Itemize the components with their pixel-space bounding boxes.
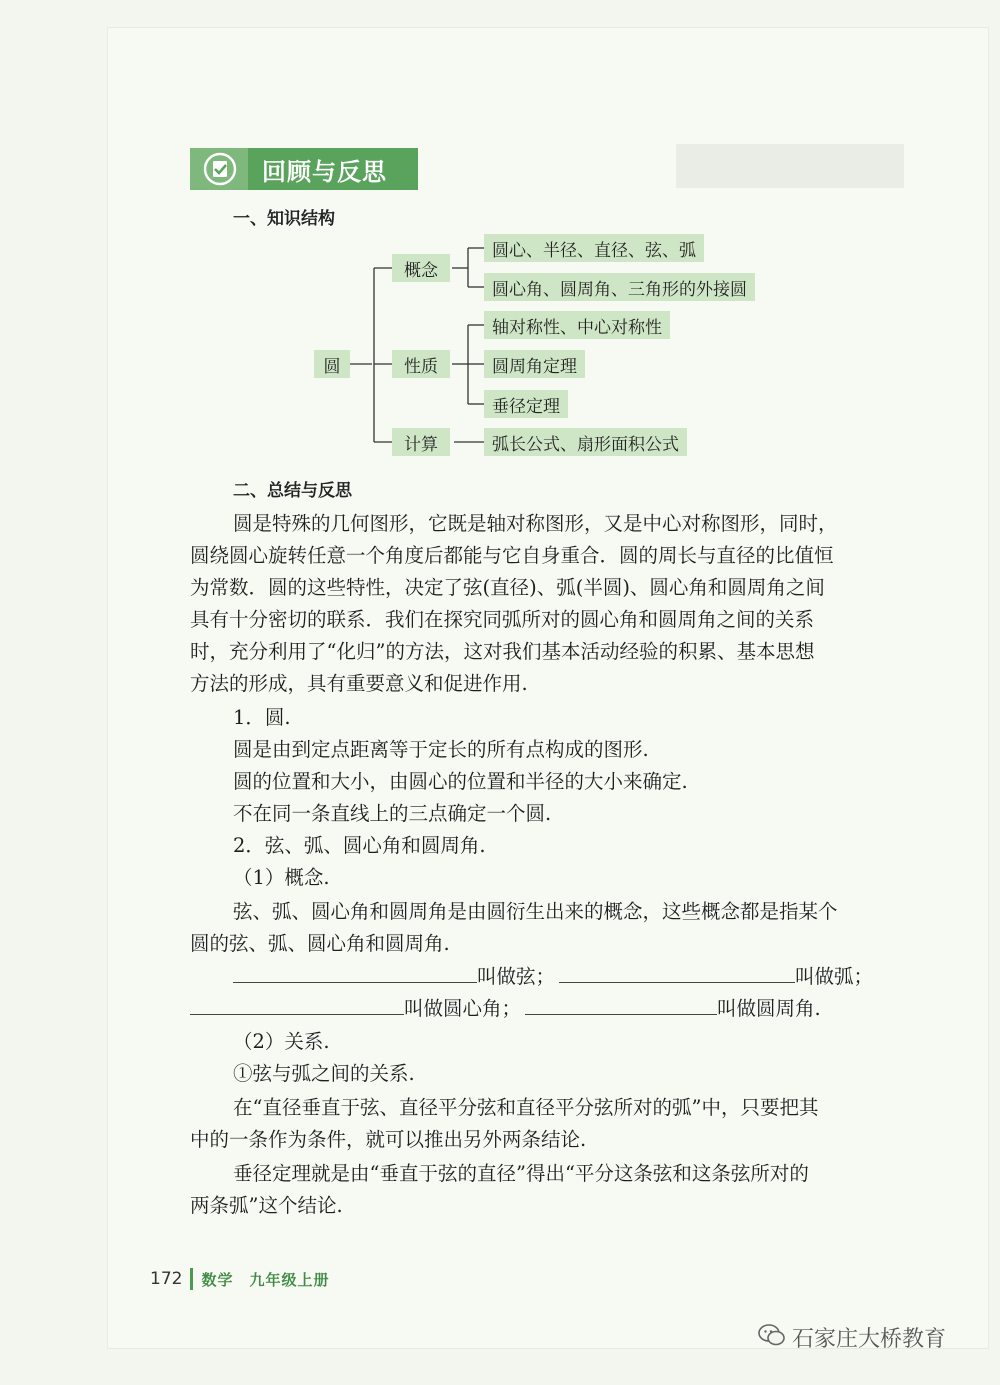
blank-label: 叫做圆周角. (717, 997, 821, 1020)
knowledge-tree (0, 0, 1000, 470)
text-line: 圆的弦、弧、圆心角和圆周角. (190, 932, 450, 955)
sub-heading: （1）概念. (233, 866, 330, 889)
text-line: 垂径定理就是由“垂直于弦的直径”得出“平分这条弦和这条弦所对的 (233, 1162, 809, 1185)
knowledge-structure-heading: 一、知识结构 (233, 209, 335, 229)
text-line: 圆是由到定点距离等于定长的所有点构成的图形. (233, 738, 649, 761)
tree-branch-concept: 概念 (392, 254, 450, 282)
answer-blank[interactable] (525, 992, 717, 1015)
blank-label: 叫做弧； (795, 965, 874, 988)
footer-divider (190, 1268, 193, 1290)
text-line: 在“直径垂直于弦、直径平分弦和直径平分弦所对的弧”中，只要把其 (233, 1096, 819, 1119)
summary-heading: 二、总结与反思 (233, 481, 352, 501)
sub-heading: （2）关系. (233, 1030, 330, 1053)
paragraph-line: 具有十分密切的联系．我们在探究同弧所对的圆心角和圆周角之间的关系 (190, 608, 815, 631)
book-title: 数学 九年级上册 (201, 1270, 330, 1289)
answer-blank[interactable] (233, 960, 477, 983)
paragraph-line: 圆是特殊的几何图形，它既是轴对称图形，又是中心对称图形，同时， (233, 512, 838, 535)
paragraph-line: 为常数．圆的这些特性，决定了弦(直径)、弧(半圆)、圆心角和圆周角之间 (190, 576, 825, 599)
answer-blank[interactable] (190, 992, 404, 1015)
wechat-icon (758, 1323, 786, 1353)
page-number: 172 (150, 1269, 183, 1289)
tree-leaf: 垂径定理 (484, 390, 568, 418)
item-heading: 1．圆. (233, 706, 291, 729)
text-line: 弦、弧、圆心角和圆周角是由圆衍生出来的概念，这些概念都是指某个 (233, 900, 838, 923)
fill-in-line (190, 992, 821, 1025)
watermark (758, 1322, 946, 1353)
paragraph-line: 方法的形成，具有重要意义和促进作用. (190, 672, 528, 695)
blank-label: 叫做圆心角； (404, 997, 522, 1020)
fill-in-line (233, 960, 873, 993)
paragraph-line: 时，充分利用了“化归”的方法，这对我们基本活动经验的积累、基本思想 (190, 640, 815, 663)
tree-leaf: 圆周角定理 (484, 350, 585, 378)
paragraph-line: 圆绕圆心旋转任意一个角度后都能与它自身重合．圆的周长与直径的比值恒 (190, 544, 834, 567)
tree-leaf: 圆心角、圆周角、三角形的外接圆 (484, 273, 755, 301)
text-line: 中的一条作为条件，就可以推出另外两条结论. (190, 1128, 587, 1151)
section-title: 回顾与反思 (248, 148, 418, 190)
tree-root: 圆 (314, 350, 350, 378)
text-line: ①弦与弧之间的关系. (233, 1062, 415, 1085)
blank-label: 叫做弦； (477, 965, 556, 988)
answer-blank[interactable] (559, 960, 795, 983)
tree-branch-calculation: 计算 (392, 428, 450, 456)
text-line: 圆的位置和大小，由圆心的位置和半径的大小来确定. (233, 770, 688, 793)
watermark-text: 石家庄大桥教育 (792, 1327, 947, 1352)
tree-leaf: 轴对称性、中心对称性 (484, 311, 670, 339)
tree-leaf: 弧长公式、扇形面积公式 (484, 428, 687, 456)
text-line: 不在同一条直线上的三点确定一个圆. (233, 802, 552, 825)
tree-branch-properties: 性质 (392, 350, 450, 378)
text-line: 两条弧”这个结论. (190, 1194, 343, 1217)
page-footer (150, 1268, 329, 1290)
item-heading: 2．弦、弧、圆心角和圆周角. (233, 834, 486, 857)
tree-leaf: 圆心、半径、直径、弦、弧 (484, 234, 704, 262)
